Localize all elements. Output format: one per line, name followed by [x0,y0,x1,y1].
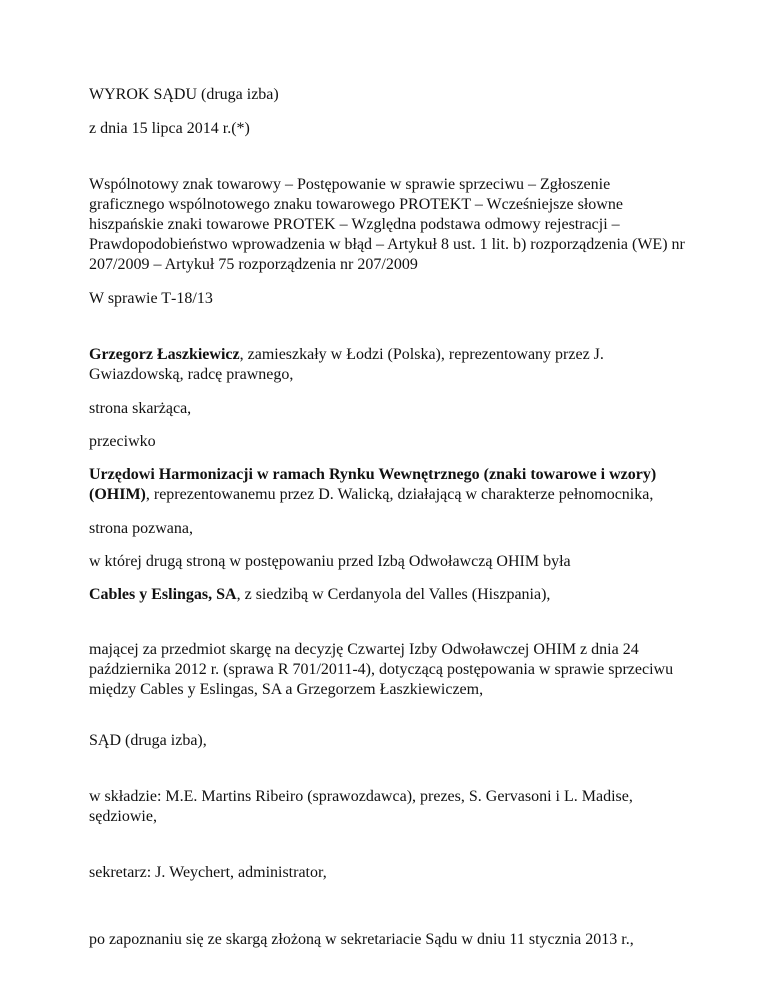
applicant-name: Grzegorz Łaszkiewicz [89,346,240,363]
defendant-name: Urzędowi Harmonizacji w ramach Rynku Wewnętrznego (znaki towarowe i wzory) (OHIM) [89,466,657,503]
subject-paragraph: mającej za przedmiot skargę na decyzję Czwartej Izby Odwoławczej OHIM z dnia 24 października 2012 r. (sprawa R 701/2011‑4), dotyczącą postępowania w sprawie sprzeciwu między Cables y Eslingas, SA a Grzegorzem Łaszkiewiczem, [89,641,674,698]
procedure-line: po zapoznaniu się ze skargą złożoną w sekretariacie Sądu w dniu 11 stycznia 2013 r., [89,931,634,948]
applicant-role: strona skarżąca, [89,400,192,417]
composition-paragraph: w składzie: M.E. Martins Ribeiro (sprawozdawca), prezes, S. Gervasoni i L. Madise, sędziowie, [89,788,633,825]
other-party-name: Cables y Eslingas, SA [89,586,237,603]
keywords-paragraph: Wspólnotowy znak towarowy – Postępowanie w sprawie sprzeciwu – Zgłoszenie graficznego wspólnotowego znaku towarowego PROTEKT – Wcześniejsze słowne hiszpańskie znaki towarowe PROTEK – Względna podstawa odmowy rejestracji – Prawdopodobieństwo wprowadzenia w błąd – Artykuł 8 ust. 1 lit. b) rozporządzenia (WE) nr 207/2009 – Artykuł 75 rozporządzenia nr 207/2009 [89,176,685,273]
case-number: W sprawie T‑18/13 [89,290,213,307]
other-party-intro: w której drugą stroną w postępowaniu przed Izbą Odwoławczą OHIM była [89,553,571,570]
other-party-details: , z siedzibą w Cerdanyola del Valles (Hiszpania), [236,586,551,603]
defendant-role: strona pozwana, [89,520,193,537]
judgment-date: z dnia 15 lipca 2014 r.(*) [89,120,250,137]
registrar-line: sekretarz: J. Weychert, administrator, [89,864,327,881]
versus-label: przeciwko [89,433,156,450]
defendant-details: , reprezentowanemu przez D. Walicką, działającą w charakterze pełnomocnika, [145,486,654,503]
court-line: SĄD (druga izba), [89,732,207,749]
applicant-details: , zamieszkały w Łodzi (Polska), reprezentowany przez J. Gwiazdowską, radcę prawnego, [89,346,604,383]
applicant-paragraph [89,345,689,385]
judgment-heading: WYROK SĄDU (druga izba) [89,86,279,103]
defendant-paragraph [89,465,689,505]
other-party-paragraph [89,585,689,605]
